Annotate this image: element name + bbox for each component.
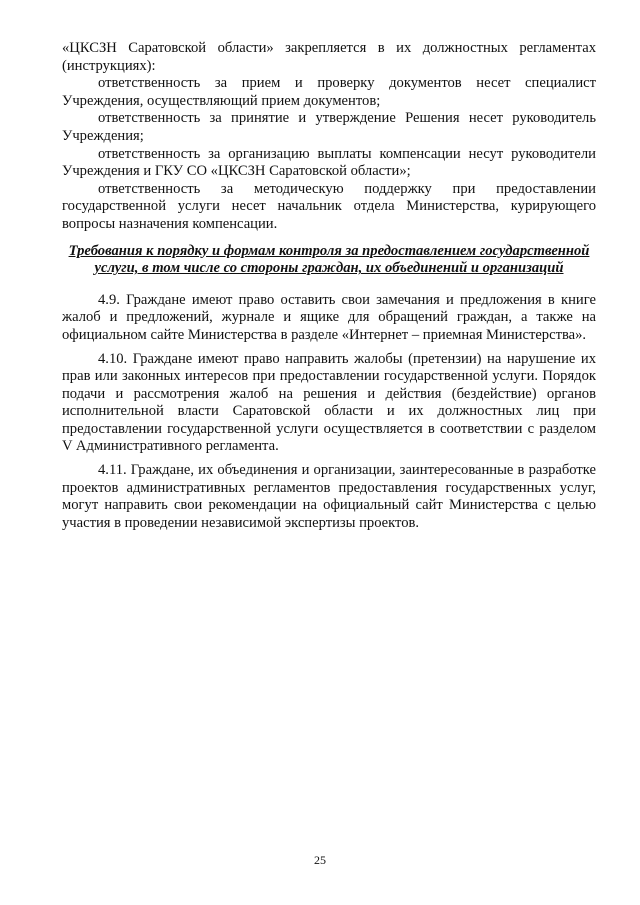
document-page [62,40,596,532]
paragraph-responsibility-methodology: ответственность за методическую поддержку при предоставлении государственной услуги несет начальник отдела Министерства, курирующего вопросы назначения компенсации. [62,180,596,232]
paragraph-4-11: 4.11. Граждане, их объединения и организации, заинтересованные в разработке проектов административных регламентов предоставления государственных услуг, могут направить свои рекомендации на официальный сайт Министерства с целью участия в проведении независимой экспертизы проектов. [62,462,596,531]
section-heading: Требования к порядку и формам контроля за предоставлением государственной услуги, в том числе со стороны граждан, их объединений и организаций [68,242,590,277]
paragraph-continuation: «ЦКСЗН Саратовской области» закрепляется в их должностных регламентах (инструкциях): [62,40,596,74]
paragraph-responsibility-decision: ответственность за принятие и утверждение Решения несет руководитель Учреждения; [62,110,596,144]
paragraph-4-9: 4.9. Граждане имеют право оставить свои замечания и предложения в книге жалоб и предложений, журнале и ящике для обращений граждан, а также на официальном сайте Министерства в разделе «Интернет – приемная Министерства». [62,291,596,343]
paragraph-responsibility-intake: ответственность за прием и проверку документов несет специалист Учреждения, осуществляющий прием документов; [62,75,596,109]
paragraph-responsibility-payment: ответственность за организацию выплаты компенсации несут руководители Учреждения и ГКУ СО «ЦКСЗН Саратовской области»; [62,145,596,180]
paragraph-4-10: 4.10. Граждане имеют право направить жалобы (претензии) на нарушение их прав или законных интересов при предоставлении государственной услуги. Порядок подачи и рассмотрения жалоб на решения и действия (бездействие) органов исполнительной власти Саратовской области и их должностных лиц при предоставлении государственной услуги осуществляется в соответствии с разделом V Административного регламента. [62,350,596,455]
page-number: 25 [314,853,326,867]
